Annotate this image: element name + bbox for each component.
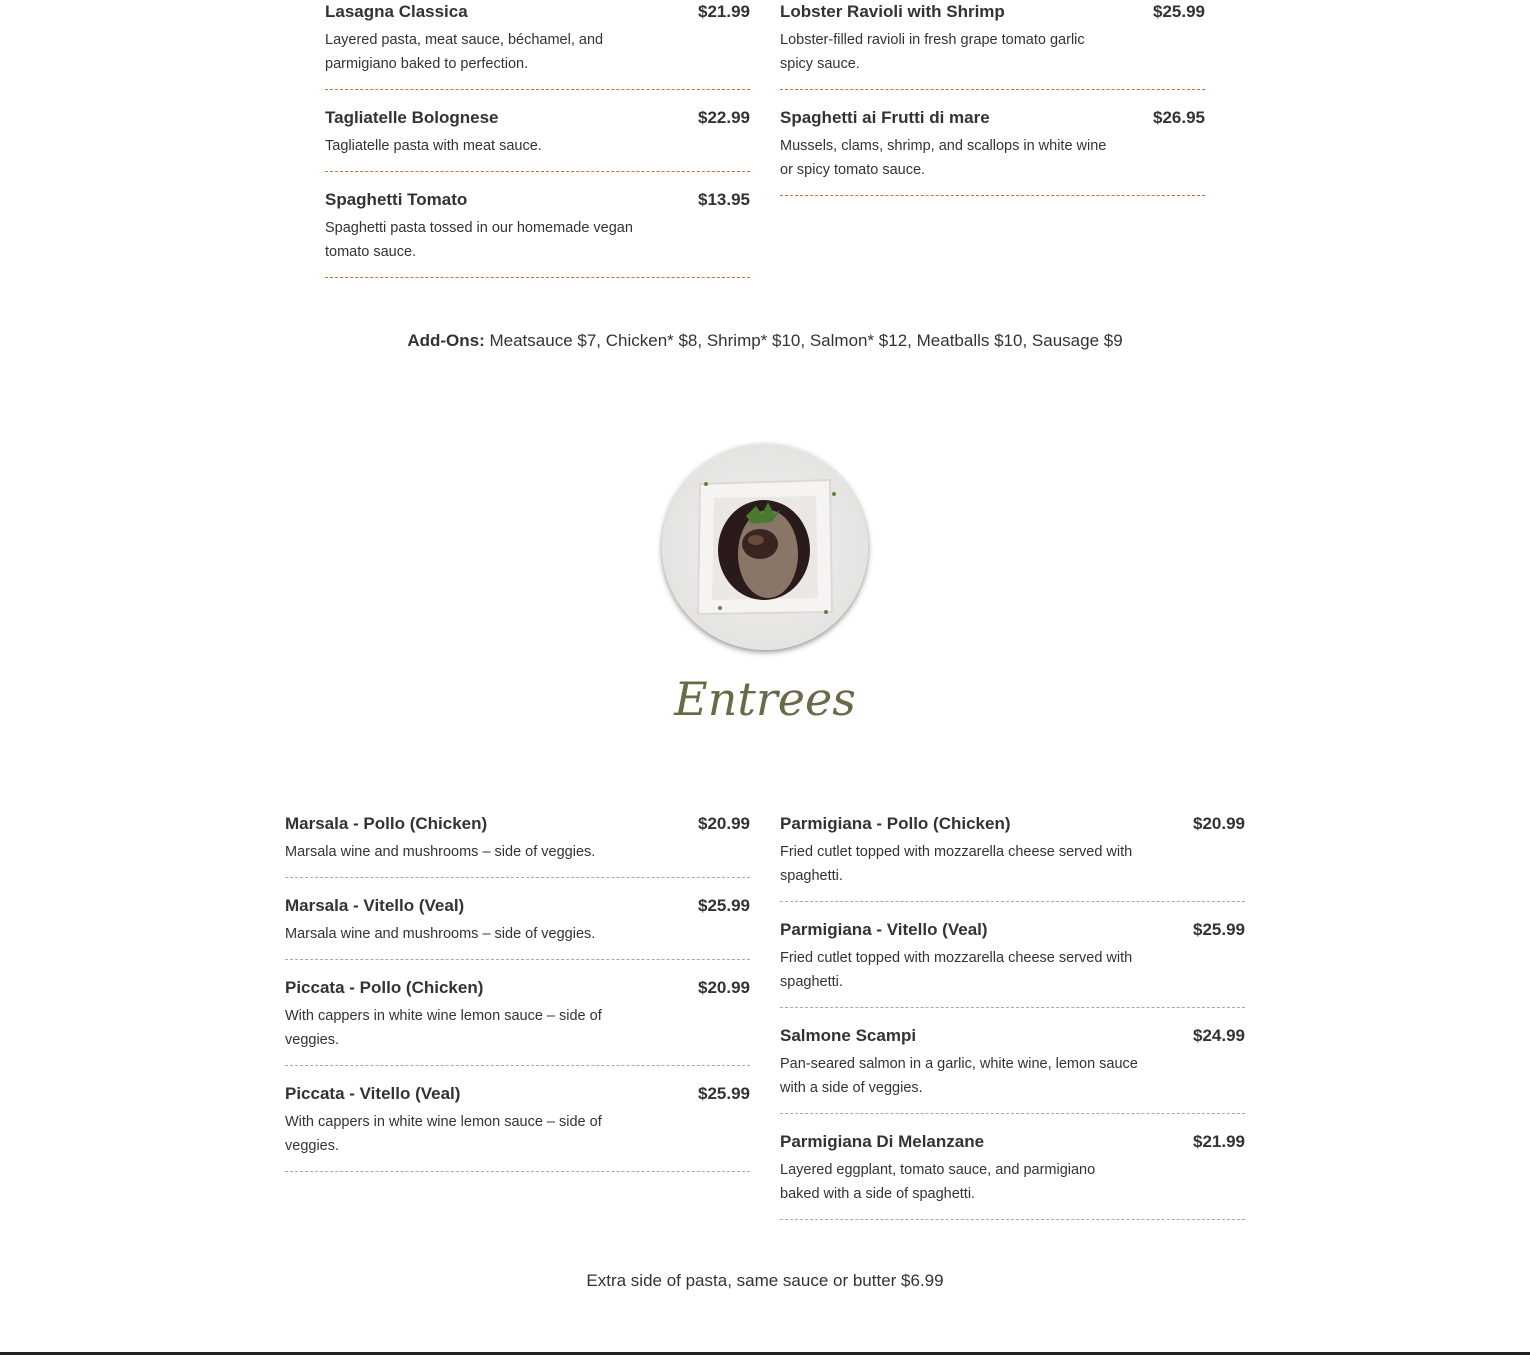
- plate-image-icon: [662, 444, 868, 650]
- menu-item: [325, 0, 750, 90]
- menu-item-name: Tagliatelle Bolognese: [325, 108, 499, 127]
- menu-item: [780, 1024, 1245, 1114]
- description-line: or spicy tomato sauce.: [780, 162, 926, 178]
- menu-item-description: [325, 28, 603, 76]
- menu-item-name: Spaghetti Tomato: [325, 190, 468, 209]
- description-line: With cappers in white wine lemon sauce – side of: [285, 1114, 602, 1130]
- menu-item: [285, 1082, 750, 1172]
- menu-item-price: $20.99: [1193, 814, 1245, 833]
- menu-item-price: $21.99: [1193, 1132, 1245, 1151]
- menu-item-description: [780, 1158, 1095, 1206]
- menu-item-price: $13.95: [698, 190, 750, 209]
- menu-item-name: Parmigiana Di Melanzane: [780, 1132, 985, 1151]
- menu-item-price: $25.99: [698, 1084, 750, 1103]
- item-divider: [780, 1113, 1245, 1114]
- menu-item: [285, 812, 750, 878]
- menu-item-price: $22.99: [698, 108, 750, 127]
- description-line: veggies.: [285, 1032, 340, 1048]
- description-line: Spaghetti pasta tossed in our homemade vegan: [325, 220, 633, 236]
- item-divider: [325, 171, 750, 172]
- menu-item-description: [780, 1052, 1138, 1100]
- menu-item-description: [780, 946, 1132, 994]
- menu-item-description: [285, 1110, 602, 1158]
- description-line: Fried cutlet topped with mozzarella cheese served with: [780, 844, 1133, 860]
- menu-item: [780, 812, 1245, 902]
- item-divider: [780, 1219, 1245, 1220]
- menu-item: [285, 894, 750, 960]
- menu-item-price: $26.95: [1153, 108, 1205, 127]
- item-divider: [780, 901, 1245, 902]
- menu-item-price: $25.99: [1153, 2, 1205, 21]
- addons-line: [0, 331, 1530, 351]
- description-line: Layered eggplant, tomato sauce, and parmigiano: [780, 1162, 1096, 1178]
- description-line: With cappers in white wine lemon sauce – side of: [285, 1008, 602, 1024]
- menu-item: [325, 188, 750, 278]
- description-line: Pan-seared salmon in a garlic, white wine, lemon sauce: [780, 1056, 1138, 1072]
- menu-item-name: Marsala - Vitello (Veal): [285, 896, 465, 915]
- description-line: Layered pasta, meat sauce, béchamel, and: [325, 32, 604, 48]
- item-divider: [325, 277, 750, 278]
- description-line: veggies.: [285, 1138, 340, 1154]
- menu-item: [325, 106, 750, 172]
- menu-item-price: $21.99: [698, 2, 750, 21]
- item-divider: [780, 1007, 1245, 1008]
- menu-item-name: Marsala - Pollo (Chicken): [285, 814, 488, 833]
- entrees-title: Entrees: [674, 672, 856, 726]
- item-divider: [285, 959, 750, 960]
- addons-label: Add-Ons:: [407, 331, 485, 350]
- description-line: Marsala wine and mushrooms – side of veggies.: [285, 926, 596, 942]
- menu-item-price: $20.99: [698, 978, 750, 997]
- menu-item-name: Parmigiana - Vitello (Veal): [780, 920, 988, 939]
- addons-text: Meatsauce $7, Chicken* $8, Shrimp* $10, Salmon* $12, Meatballs $10, Sausage $9: [484, 331, 1123, 350]
- description-line: Lobster-filled ravioli in fresh grape tomato garlic: [780, 32, 1085, 48]
- menu-item-name: Lasagna Classica: [325, 2, 468, 21]
- menu-item-name: Piccata - Vitello (Veal): [285, 1084, 461, 1103]
- menu-item-price: $25.99: [698, 896, 750, 915]
- item-divider: [285, 1171, 750, 1172]
- menu-item: [780, 0, 1205, 90]
- item-divider: [780, 195, 1205, 196]
- description-line: parmigiano baked to perfection.: [325, 56, 529, 72]
- menu-item-description: [285, 922, 595, 946]
- description-line: baked with a side of spaghetti.: [780, 1186, 976, 1202]
- item-divider: [285, 1065, 750, 1066]
- description-line: tomato sauce.: [325, 244, 417, 260]
- menu-item-description: [285, 840, 595, 864]
- menu-item-name: Spaghetti ai Frutti di mare: [780, 108, 990, 127]
- description-line: spaghetti.: [780, 974, 843, 990]
- menu-item-description: [325, 134, 542, 158]
- item-divider: [285, 877, 750, 878]
- description-line: Marsala wine and mushrooms – side of veggies.: [285, 844, 596, 860]
- menu-item-name: Piccata - Pollo (Chicken): [285, 978, 484, 997]
- description-line: Tagliatelle pasta with meat sauce.: [325, 138, 542, 154]
- menu-item-description: [325, 216, 633, 264]
- menu-item-description: [780, 134, 1106, 182]
- description-line: Mussels, clams, shrimp, and scallops in white wine: [780, 138, 1107, 154]
- menu-item: [780, 1130, 1245, 1220]
- menu-item-price: $20.99: [698, 814, 750, 833]
- dish-photo: [662, 444, 868, 650]
- description-line: with a side of veggies.: [780, 1080, 923, 1096]
- menu-item: [285, 976, 750, 1066]
- extra-pasta-note: Extra side of pasta, same sauce or butter $6.99: [586, 1271, 944, 1290]
- menu-item-description: [285, 1004, 602, 1052]
- menu-item-description: [780, 840, 1132, 888]
- menu-item-price: $25.99: [1193, 920, 1245, 939]
- description-line: spaghetti.: [780, 868, 843, 884]
- item-divider: [780, 89, 1205, 90]
- menu-item-name: Lobster Ravioli with Shrimp: [780, 2, 1005, 21]
- menu-item: [780, 106, 1205, 196]
- menu-item-description: [780, 28, 1085, 76]
- description-line: spicy sauce.: [780, 56, 860, 72]
- menu-item-name: Salmone Scampi: [780, 1026, 917, 1045]
- menu-item: [780, 918, 1245, 1008]
- item-divider: [325, 89, 750, 90]
- menu-item-name: Parmigiana - Pollo (Chicken): [780, 814, 1011, 833]
- description-line: Fried cutlet topped with mozzarella cheese served with: [780, 950, 1133, 966]
- menu-item-price: $24.99: [1193, 1026, 1245, 1045]
